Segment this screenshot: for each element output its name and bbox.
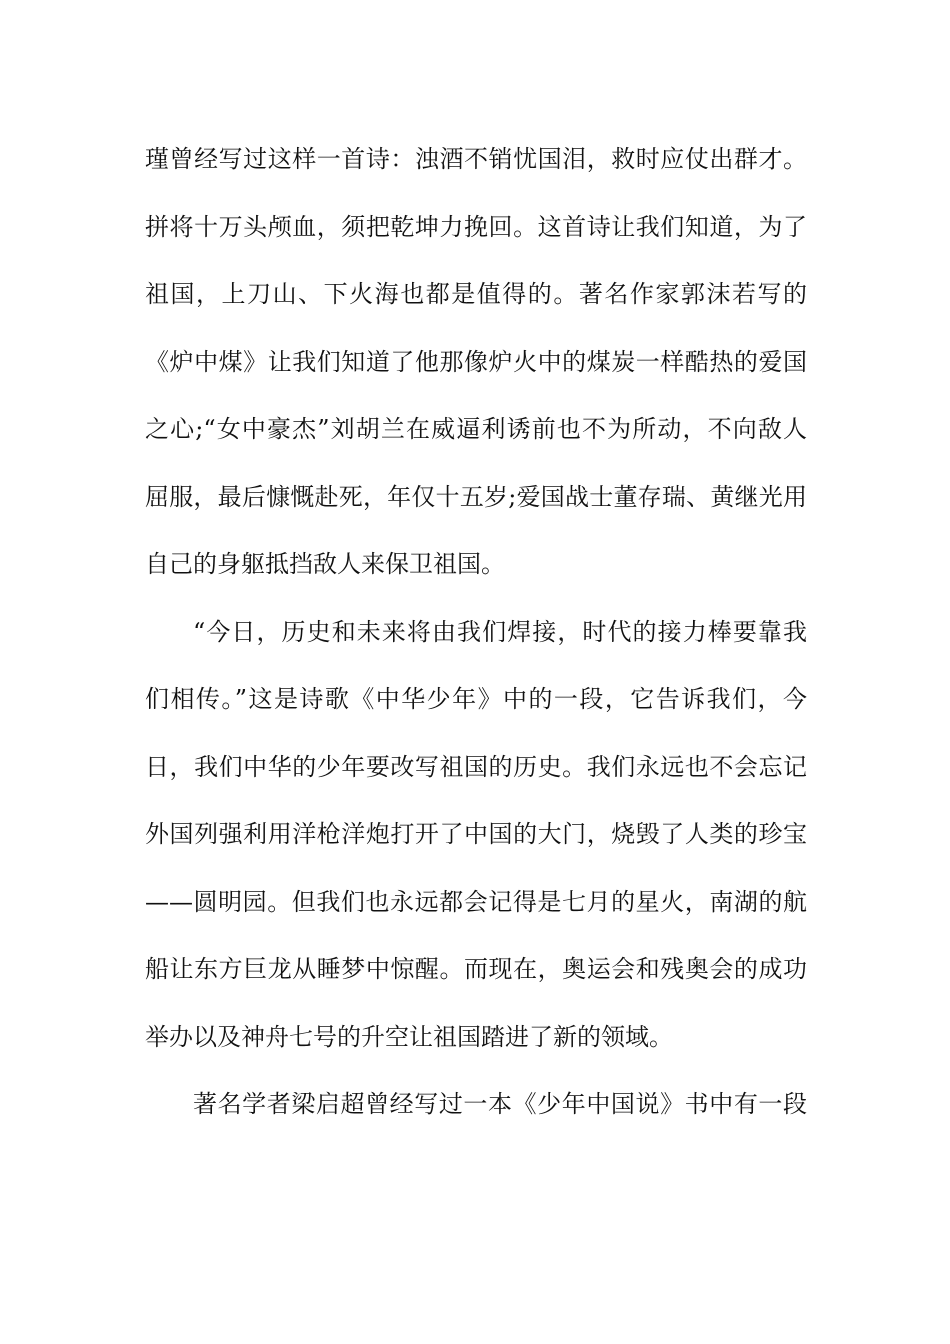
- text-line-9: 们相传。”这是诗歌《中华少年》中的一段，它告诉我们，今: [145, 685, 807, 713]
- text-line-11: 外国列强利用洋枪洋炮打开了中国的大门，烧毁了人类的珍宝: [145, 820, 807, 848]
- text-line-5: 之心;“女中豪杰”刘胡兰在威逼利诱前也不为所动，不向敌人: [145, 415, 807, 443]
- text-line-12: ——圆明园。但我们也永远都会记得是七月的星火，南湖的航: [145, 887, 807, 916]
- text-line-2: 拼将十万头颅血，须把乾坤力挽回。这首诗让我们知道，为了: [145, 212, 807, 241]
- document-body: [145, 126, 807, 1139]
- text-line-7: 自己的身躯抵挡敌人来保卫祖国。: [145, 550, 505, 578]
- text-line-13: 船让东方巨龙从睡梦中惊醒。而现在，奥运会和残奥会的成功: [145, 955, 807, 983]
- text-line-10: 日，我们中华的少年要改写祖国的历史。我们永远也不会忘记: [145, 752, 807, 781]
- text-line-4: 《炉中煤》让我们知道了他那像炉火中的煤炭一样酷热的爱国: [145, 347, 807, 376]
- text-line-3: 祖国，上刀山、下火海也都是值得的。著名作家郭沫若写的: [145, 280, 807, 308]
- text-line-15: 著名学者梁启超曾经写过一本《少年中国说》书中有一段: [193, 1090, 807, 1118]
- text-line-14: 举办以及神舟七号的升空让祖国踏进了新的领域。: [145, 1022, 673, 1051]
- text-line-8: “今日，历史和未来将由我们焊接，时代的接力棒要靠我: [193, 617, 807, 646]
- text-line-1: 瑾曾经写过这样一首诗：浊酒不销忧国泪，救时应仗出群才。: [145, 145, 807, 173]
- text-line-6: 屈服，最后慷慨赴死，年仅十五岁;爱国战士董存瑞、黄继光用: [145, 482, 807, 511]
